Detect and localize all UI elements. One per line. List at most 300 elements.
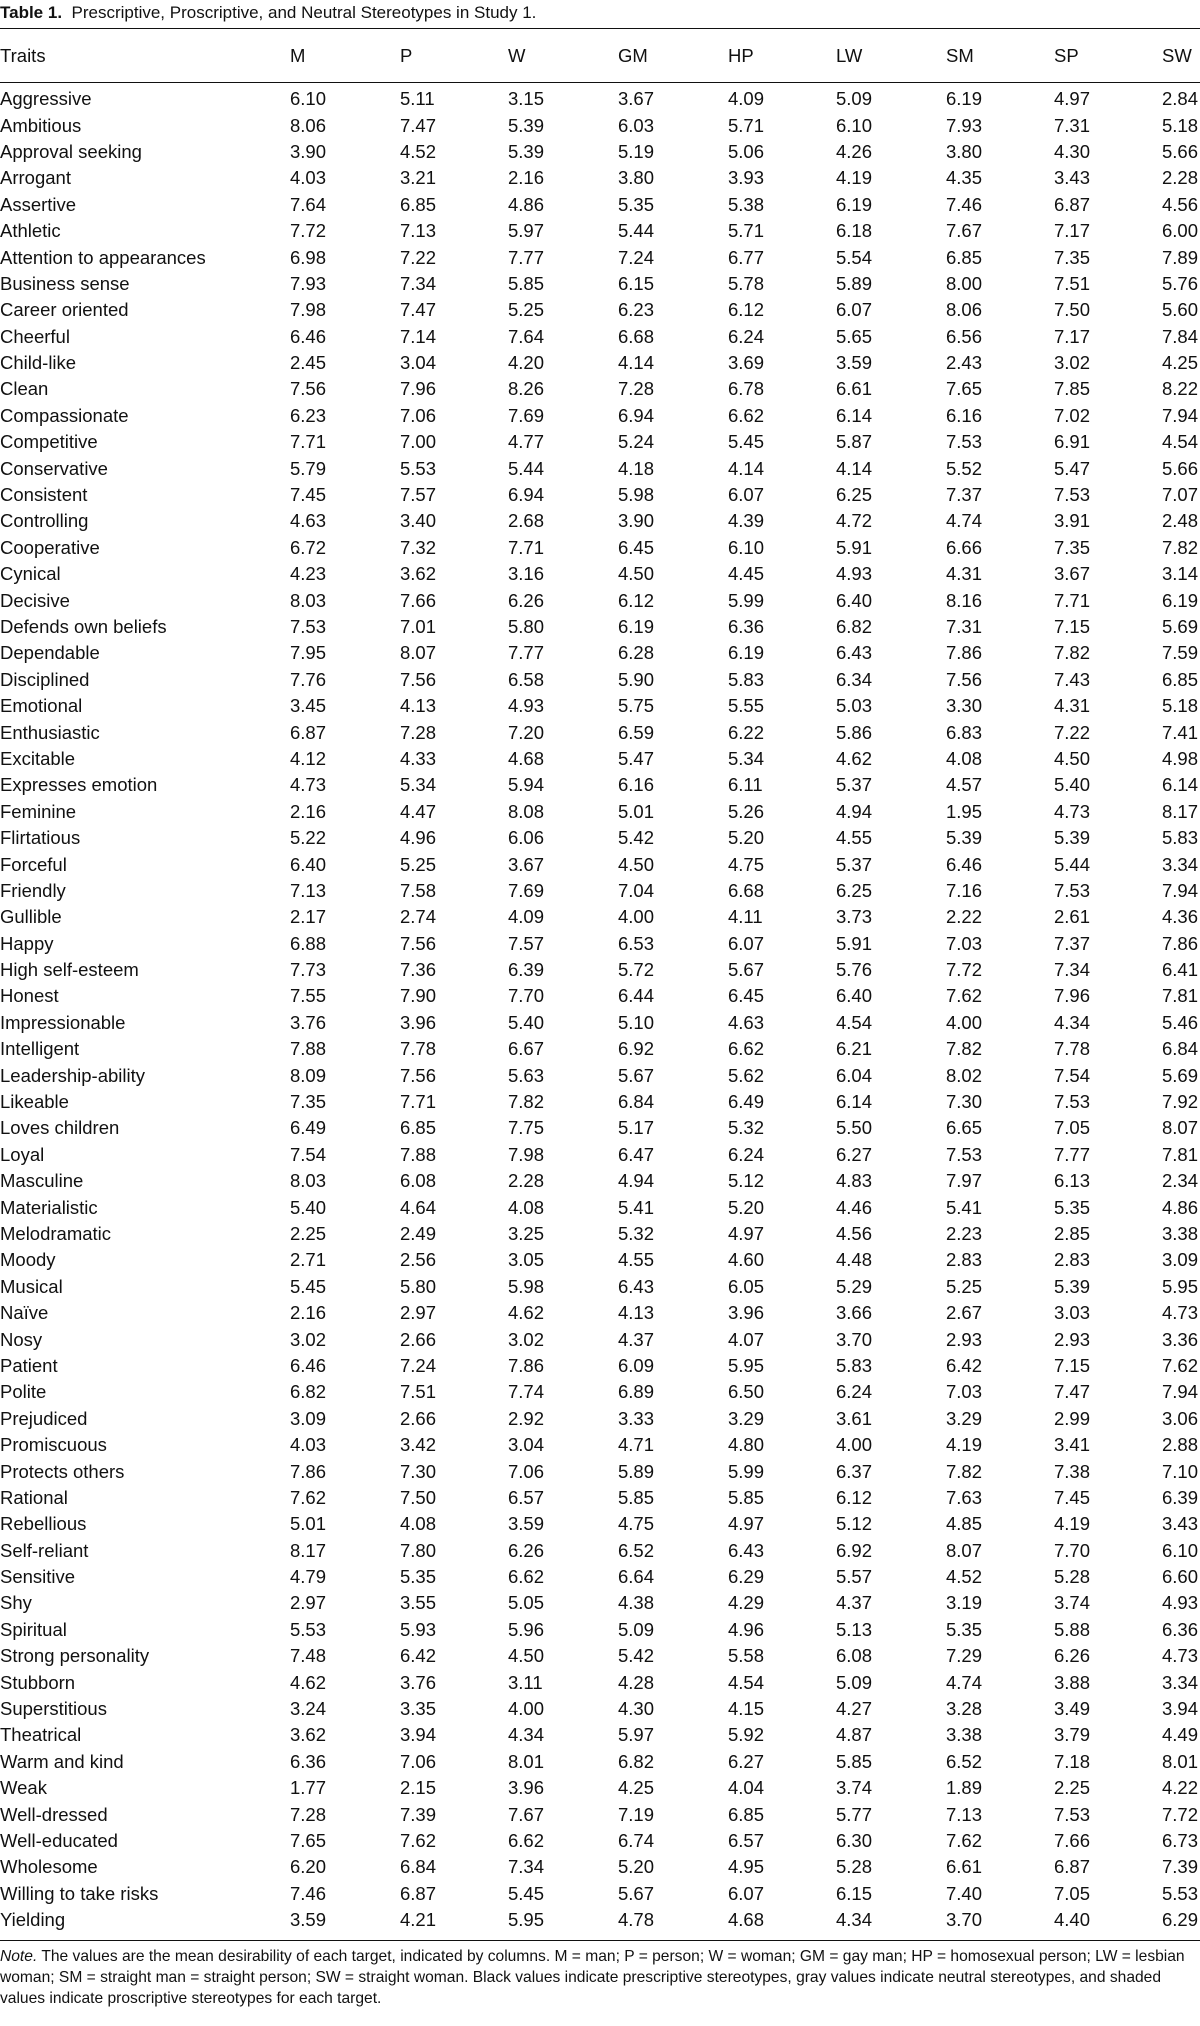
value-cell: 5.28 [836,1856,873,1878]
value-cell: 6.10 [290,88,327,110]
trait-name-cell: Leadership-ability [0,1064,146,1086]
table-caption-text: Prescriptive, Proscriptive, and Neutral Stereotypes in Study 1. [71,3,537,22]
value-cell: 2.68 [508,510,545,532]
value-cell: 2.34 [1162,1170,1199,1192]
trait-name-cell: Competitive [0,431,98,453]
table-row [0,376,1200,402]
value-cell: 3.04 [508,1434,545,1456]
value-cell: 6.46 [290,1354,327,1376]
value-cell: 2.74 [400,906,437,928]
value-cell: 2.23 [946,1222,983,1244]
value-cell: 3.41 [1054,1434,1091,1456]
value-cell: 4.23 [290,563,327,585]
trait-name-cell: Impressionable [0,1011,126,1033]
value-cell: 3.49 [1054,1698,1091,1720]
value-cell: 6.41 [1162,959,1199,981]
table-row [0,1828,1200,1854]
trait-name-cell: Stubborn [0,1671,76,1693]
value-cell: 7.56 [400,932,437,954]
table-body [0,82,1200,1933]
trait-name-cell: Attention to appearances [0,246,206,268]
value-cell: 3.29 [946,1407,983,1429]
value-cell: 3.62 [290,1724,327,1746]
value-cell: 3.29 [728,1407,765,1429]
value-cell: 5.87 [836,431,873,453]
value-cell: 7.47 [1054,1381,1091,1403]
value-cell: 7.82 [946,1038,983,1060]
trait-name-cell: Controlling [0,510,89,532]
value-cell: 7.45 [1054,1486,1091,1508]
value-cell: 7.65 [946,378,983,400]
value-cell: 1.89 [946,1777,983,1799]
value-cell: 4.52 [400,140,437,162]
value-cell: 6.84 [1162,1038,1199,1060]
table-row [0,1142,1200,1168]
value-cell: 4.13 [618,1302,655,1324]
value-cell: 5.35 [1054,1196,1091,1218]
table-row [0,825,1200,851]
value-cell: 5.67 [728,959,765,981]
trait-name-cell: Forceful [0,853,67,875]
value-cell: 4.96 [728,1618,765,1640]
value-cell: 5.20 [728,827,765,849]
value-cell: 4.30 [618,1698,655,1720]
value-cell: 6.42 [400,1645,437,1667]
value-cell: 6.36 [728,616,765,637]
value-cell: 3.94 [1162,1698,1199,1720]
value-cell: 4.11 [728,906,763,928]
table-row [0,1379,1200,1405]
value-cell: 7.97 [946,1170,983,1192]
value-cell: 3.74 [836,1777,873,1799]
value-cell: 3.38 [946,1724,983,1746]
value-cell: 6.92 [836,1539,873,1561]
value-cell: 7.56 [290,378,327,400]
table-row [0,1458,1200,1484]
value-cell: 3.43 [1054,167,1091,189]
value-cell: 4.62 [290,1671,327,1693]
value-cell: 6.12 [728,299,765,321]
trait-name-cell: Intelligent [0,1038,80,1060]
value-cell: 6.42 [946,1354,983,1376]
value-cell: 7.92 [1162,1091,1199,1113]
value-cell: 7.72 [946,959,983,981]
table-row [0,324,1200,350]
value-cell: 3.96 [400,1011,437,1033]
value-cell: 7.10 [1162,1460,1199,1482]
value-cell: 7.55 [290,985,327,1007]
value-cell: 7.48 [290,1645,327,1667]
value-cell: 7.67 [508,1803,545,1825]
value-cell: 4.46 [836,1196,873,1218]
value-cell: 6.07 [728,484,765,506]
value-cell: 4.34 [1054,1011,1091,1033]
value-cell: 5.35 [618,193,655,215]
value-cell: 7.40 [946,1882,983,1904]
value-cell: 3.34 [1162,853,1199,875]
value-cell: 7.72 [290,220,327,242]
table-row [0,244,1200,270]
value-cell: 5.40 [508,1011,545,1033]
value-cell: 5.89 [618,1460,655,1482]
value-cell: 5.38 [728,193,765,215]
table-row [0,455,1200,481]
value-cell: 3.38 [1162,1222,1199,1244]
value-cell: 7.74 [508,1381,545,1403]
value-cell: 3.03 [1054,1302,1091,1324]
value-cell: 6.87 [290,721,327,743]
value-cell: 6.60 [1162,1566,1199,1588]
value-cell: 6.16 [618,774,655,796]
trait-name-cell: Warm and kind [0,1750,124,1772]
value-cell: 7.81 [1162,1143,1199,1165]
value-cell: 4.94 [618,1170,655,1192]
value-cell: 7.05 [1054,1117,1091,1139]
value-cell: 5.26 [728,800,765,822]
value-cell: 3.80 [618,167,655,189]
value-cell: 6.61 [836,378,873,400]
value-cell: 7.85 [1054,378,1091,400]
value-cell: 4.86 [1162,1196,1199,1218]
value-cell: 6.07 [836,299,873,321]
value-cell: 7.22 [1054,721,1091,743]
value-cell: 5.39 [508,114,545,136]
value-cell: 5.95 [1162,1275,1199,1297]
value-cell: 5.90 [618,668,655,690]
value-cell: 4.54 [1162,431,1199,453]
table-row [0,1722,1200,1748]
value-cell: 5.44 [508,457,545,479]
value-cell: 5.45 [290,1275,327,1297]
trait-name-cell: Disciplined [0,668,90,690]
value-cell: 6.36 [290,1750,327,1772]
value-cell: 7.57 [508,932,545,954]
table-row [0,1775,1200,1801]
value-cell: 4.21 [400,1909,437,1931]
value-cell: 5.47 [618,747,655,769]
value-cell: 6.57 [728,1829,765,1851]
column-header: W [508,45,526,66]
trait-name-cell: High self-esteem [0,959,139,981]
value-cell: 5.53 [290,1618,327,1640]
value-cell: 3.91 [1054,510,1091,532]
value-cell: 5.79 [290,457,327,479]
value-cell: 6.34 [836,668,873,690]
value-cell: 5.01 [290,1513,327,1535]
column-header: M [290,45,306,66]
value-cell: 7.06 [508,1460,545,1482]
value-cell: 4.00 [836,1434,873,1456]
table-note [0,1946,1200,2009]
value-cell: 4.73 [290,774,327,796]
value-cell: 7.17 [1054,220,1091,242]
value-cell: 7.98 [508,1143,545,1165]
value-cell: 5.83 [836,1354,873,1376]
value-cell: 5.62 [728,1064,765,1086]
value-cell: 7.53 [1054,484,1091,506]
table-row [0,851,1200,877]
trait-name-cell: Loves children [0,1117,120,1139]
trait-name-cell: Strong personality [0,1645,150,1667]
value-cell: 7.00 [400,431,437,453]
table-row [0,640,1200,666]
table-row [0,693,1200,719]
value-cell: 7.07 [1162,484,1199,506]
value-cell: 7.29 [946,1645,983,1667]
value-cell: 6.77 [728,246,765,268]
value-cell: 6.82 [836,616,873,637]
table-row [0,1643,1200,1669]
trait-name-cell: Nosy [0,1328,43,1350]
value-cell: 6.40 [836,589,873,611]
value-cell: 7.53 [290,616,327,637]
value-cell: 3.05 [508,1249,545,1271]
value-cell: 6.12 [836,1486,873,1508]
value-cell: 4.19 [1054,1513,1091,1535]
value-cell: 4.50 [618,563,655,585]
value-cell: 5.53 [400,457,437,479]
value-cell: 4.37 [618,1328,655,1350]
value-cell: 6.50 [728,1381,765,1403]
value-cell: 5.98 [618,484,655,506]
value-cell: 6.26 [508,589,545,611]
value-cell: 6.62 [508,1829,545,1851]
value-cell: 6.08 [400,1170,437,1192]
value-cell: 5.13 [836,1618,873,1640]
value-cell: 2.71 [290,1249,327,1271]
value-cell: 2.88 [1162,1434,1199,1456]
value-cell: 6.85 [946,246,983,268]
table-row [0,1194,1200,1220]
value-cell: 7.15 [1054,1354,1091,1376]
value-cell: 6.04 [836,1064,873,1086]
value-cell: 2.28 [508,1170,545,1192]
value-cell: 3.09 [290,1407,327,1429]
value-cell: 6.65 [946,1117,983,1139]
table-row [0,1406,1200,1432]
value-cell: 7.71 [290,431,327,453]
value-cell: 7.57 [400,484,437,506]
trait-name-cell: Aggressive [0,88,92,110]
value-cell: 3.59 [836,352,873,374]
value-cell: 4.83 [836,1170,873,1192]
value-cell: 7.31 [946,616,983,637]
value-cell: 4.79 [290,1566,327,1588]
value-cell: 5.85 [728,1486,765,1508]
value-cell: 7.53 [1054,1803,1091,1825]
value-cell: 7.93 [290,272,327,294]
value-cell: 5.65 [836,325,873,347]
value-cell: 3.06 [1162,1407,1199,1429]
value-cell: 5.97 [618,1724,655,1746]
value-cell: 7.78 [400,1038,437,1060]
table-row [0,1801,1200,1827]
trait-name-cell: Approval seeking [0,140,142,162]
value-cell: 7.50 [1054,299,1091,321]
value-cell: 6.19 [836,193,873,215]
value-cell: 3.66 [836,1302,873,1324]
value-cell: 6.23 [290,404,327,426]
value-cell: 6.07 [728,1882,765,1904]
value-cell: 3.73 [836,906,873,928]
value-cell: 4.87 [836,1724,873,1746]
table-row [0,1036,1200,1062]
value-cell: 3.61 [836,1407,873,1429]
value-cell: 2.61 [1054,906,1091,928]
value-cell: 7.35 [1054,536,1091,558]
value-cell: 4.54 [836,1011,873,1033]
trait-name-cell: Business sense [0,272,130,294]
value-cell: 5.80 [400,1275,437,1297]
value-cell: 5.41 [618,1196,655,1218]
value-cell: 7.53 [946,431,983,453]
value-cell: 5.37 [836,774,873,796]
value-cell: 6.68 [618,325,655,347]
value-cell: 2.66 [400,1328,437,1350]
value-cell: 6.43 [728,1539,765,1561]
value-cell: 7.28 [400,721,437,743]
table-row [0,1590,1200,1616]
value-cell: 7.96 [1054,985,1091,1007]
table-row [0,218,1200,244]
value-cell: 4.27 [836,1698,873,1720]
value-cell: 3.59 [508,1513,545,1535]
value-cell: 6.28 [618,642,655,664]
value-cell: 6.87 [1054,193,1091,215]
value-cell: 4.19 [836,167,873,189]
value-cell: 4.73 [1162,1302,1199,1324]
value-cell: 6.40 [290,853,327,875]
trait-name-cell: Gullible [0,906,62,928]
value-cell: 3.90 [618,510,655,532]
value-cell: 5.32 [728,1117,765,1139]
value-cell: 5.24 [618,431,655,453]
value-cell: 5.11 [400,88,435,110]
value-cell: 4.13 [400,695,437,717]
value-cell: 6.39 [1162,1486,1199,1508]
value-cell: 8.17 [290,1539,327,1561]
table-caption [0,0,1200,26]
value-cell: 6.11 [728,774,763,796]
value-cell: 3.11 [508,1671,543,1693]
value-cell: 8.03 [290,1170,327,1192]
table-row [0,482,1200,508]
value-cell: 2.48 [1162,510,1199,532]
value-cell: 7.34 [508,1856,545,1878]
trait-name-cell: Spiritual [0,1618,67,1640]
value-cell: 5.34 [400,774,437,796]
value-cell: 4.12 [290,747,327,769]
table-row [0,1010,1200,1036]
value-cell: 4.34 [836,1909,873,1931]
trait-name-cell: Arrogant [0,167,71,189]
value-cell: 7.05 [1054,1882,1091,1904]
value-cell: 8.09 [290,1064,327,1086]
value-cell: 5.76 [836,959,873,981]
value-cell: 6.98 [290,246,327,268]
value-cell: 7.94 [1162,404,1199,426]
value-cell: 6.44 [618,985,655,1007]
table-row [0,1247,1200,1273]
trait-name-cell: Theatrical [0,1724,82,1746]
value-cell: 7.93 [946,114,983,136]
value-cell: 6.94 [508,484,545,506]
trait-name-cell: Likeable [0,1091,69,1113]
value-cell: 7.06 [400,404,437,426]
value-cell: 4.64 [400,1196,437,1218]
value-cell: 7.03 [946,1381,983,1403]
value-cell: 2.83 [1054,1249,1091,1271]
value-cell: 7.88 [290,1038,327,1060]
value-cell: 6.16 [946,404,983,426]
value-cell: 7.24 [400,1354,437,1376]
table-row [0,561,1200,587]
value-cell: 5.55 [728,695,765,717]
value-cell: 7.96 [400,378,437,400]
value-cell: 6.24 [836,1381,873,1403]
value-cell: 7.86 [508,1354,545,1376]
trait-name-cell: Melodramatic [0,1222,112,1244]
value-cell: 4.97 [1054,88,1091,110]
value-cell: 5.39 [508,140,545,162]
value-cell: 1.95 [946,800,983,822]
column-header: SW [1162,45,1192,66]
value-cell: 4.22 [1162,1777,1199,1799]
trait-name-cell: Self-reliant [0,1539,89,1561]
table-row [0,1564,1200,1590]
value-cell: 5.46 [1162,1011,1199,1033]
value-cell: 3.88 [1054,1671,1091,1693]
value-cell: 7.53 [946,1143,983,1165]
value-cell: 7.16 [946,879,983,901]
value-cell: 4.00 [508,1698,545,1720]
value-cell: 3.70 [836,1328,873,1350]
value-cell: 6.26 [508,1539,545,1561]
value-cell: 6.23 [618,299,655,321]
value-cell: 7.82 [508,1091,545,1113]
value-cell: 7.94 [1162,879,1199,901]
value-cell: 7.14 [400,325,437,347]
value-cell: 2.22 [946,906,983,928]
value-cell: 4.85 [946,1513,983,1535]
value-cell: 7.86 [1162,932,1199,954]
value-cell: 3.02 [1054,352,1091,374]
value-cell: 5.44 [1054,853,1091,875]
value-cell: 7.22 [400,246,437,268]
table-row [0,1115,1200,1141]
table-row [0,878,1200,904]
value-cell: 6.24 [728,1143,765,1165]
value-cell: 7.53 [1054,1091,1091,1113]
value-cell: 7.62 [946,985,983,1007]
value-cell: 6.46 [946,853,983,875]
value-cell: 7.30 [946,1091,983,1113]
value-cell: 4.68 [508,747,545,769]
trait-name-cell: Expresses emotion [0,774,158,796]
value-cell: 5.45 [508,1882,545,1904]
value-cell: 6.36 [1162,1618,1199,1640]
value-cell: 6.37 [836,1460,873,1482]
value-cell: 6.82 [618,1750,655,1772]
value-cell: 3.30 [946,695,983,717]
value-cell: 7.88 [400,1143,437,1165]
value-cell: 2.67 [946,1302,983,1324]
value-cell: 7.53 [1054,879,1091,901]
value-cell: 5.71 [728,114,765,136]
value-cell: 5.85 [508,272,545,294]
value-cell: 7.13 [290,879,327,901]
value-cell: 2.83 [946,1249,983,1271]
